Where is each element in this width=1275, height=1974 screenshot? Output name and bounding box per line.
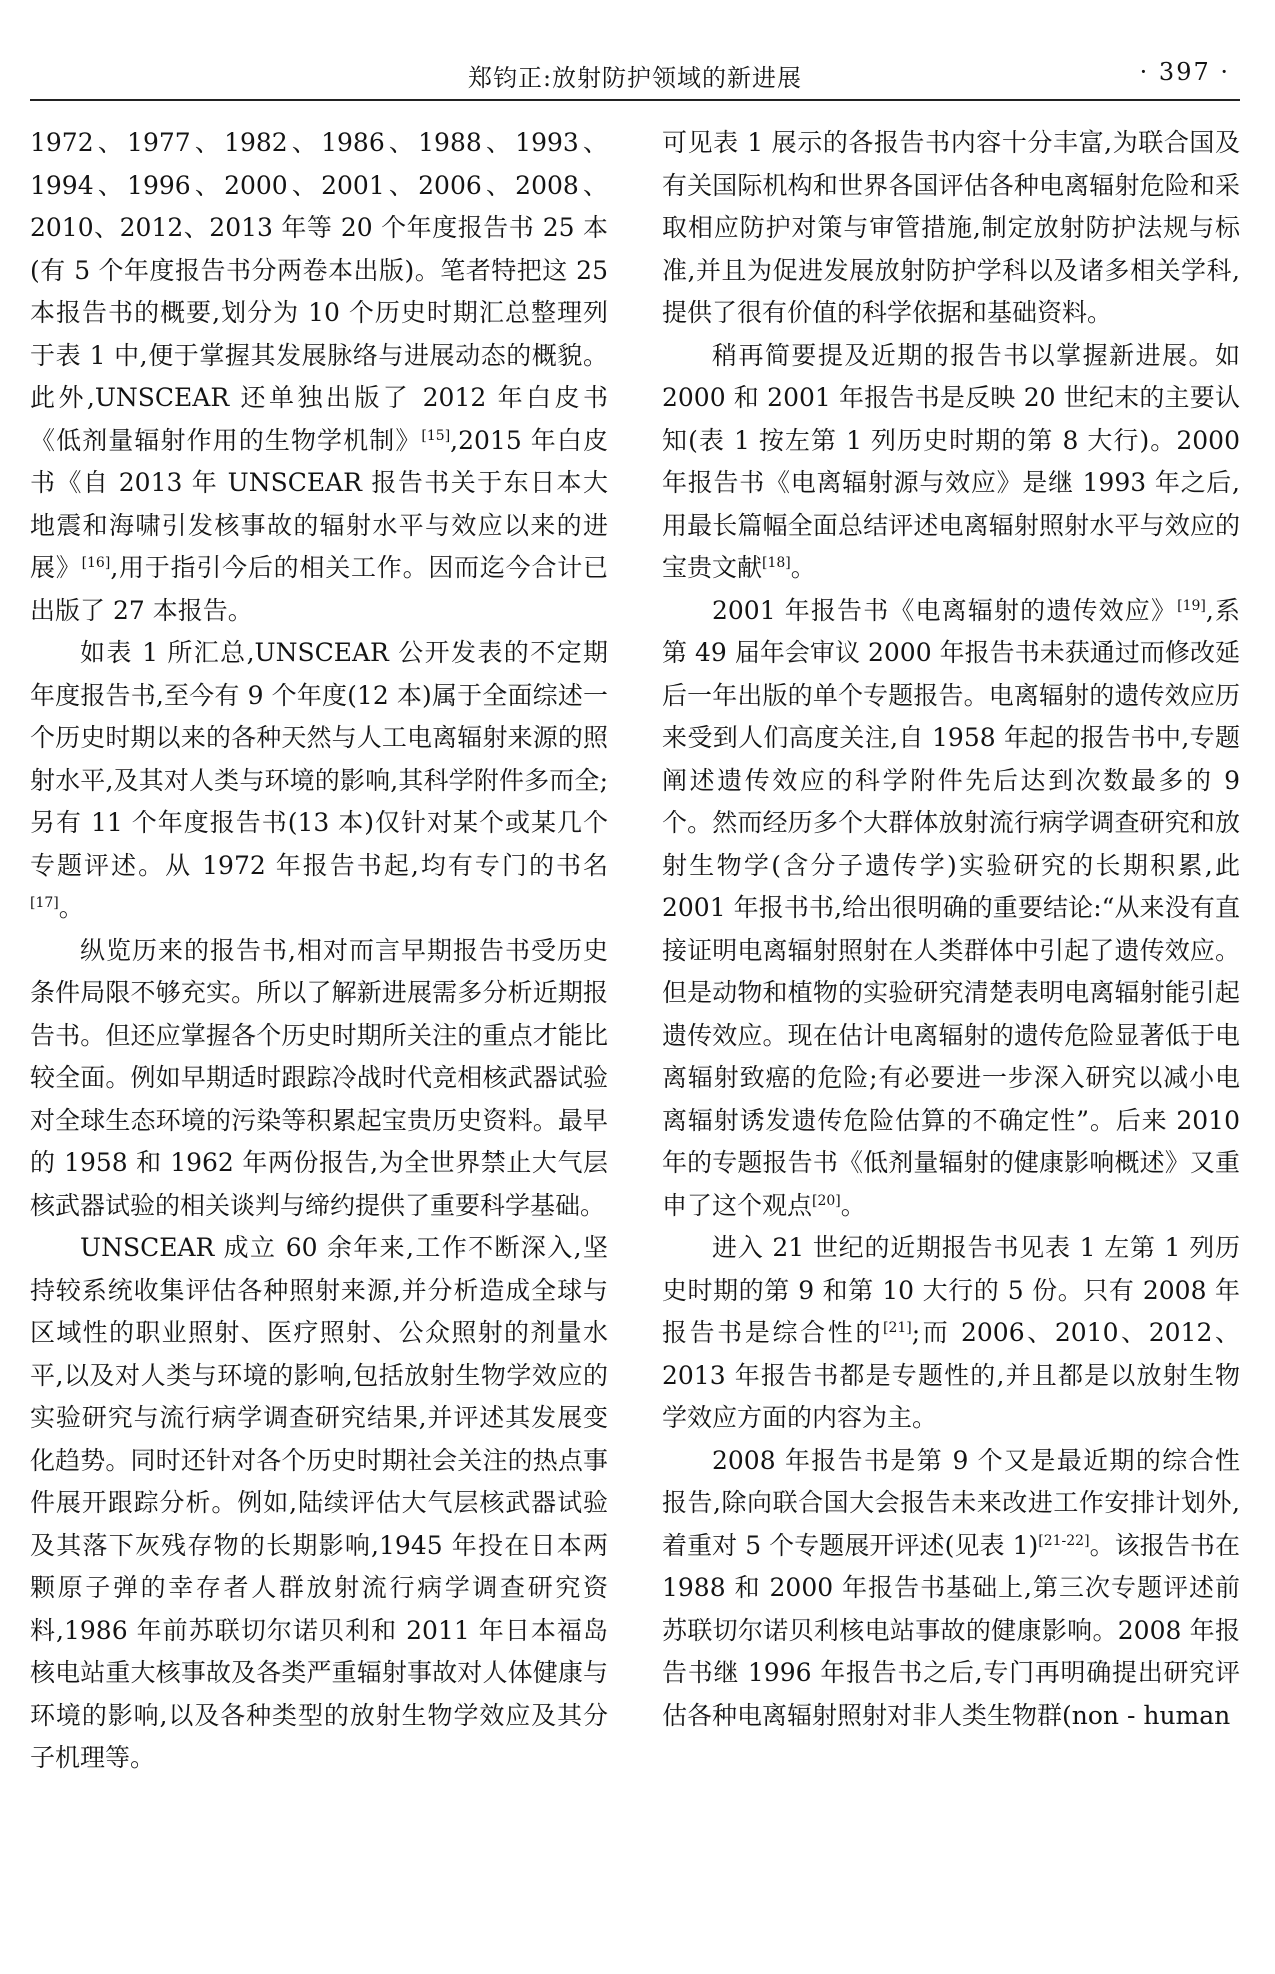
paragraph-text: ,用于指引今后的相关工作。因而迄今合计已出版了 27 本报告。 [30,553,608,625]
right-column [662,122,1240,1737]
page-number: · 397 · [1139,58,1230,86]
paragraph [662,335,1240,590]
citation-ref: [16] [81,555,111,571]
left-column [30,122,608,1780]
paragraph-text: UNSCEAR 成立 60 余年来,工作不断深入,坚持较系统收集评估各种照射来源,并分析造成全球与区域性的职业照射、医疗照射、公众照射的剂量水平,以及对人类与环境的影响,包括放射生物学效应的实验研究与流行病学调查研究结果,并评述其发展变化趋势。同时还针对各个历史时期社会关注的热点事件展开跟踪分析。例如,陆续评估大气层核武器试验及其落下灰残存物的长期影响,1945 年投在日本两颗原子弹的幸存者人群放射流行病学调查研究资料,1986 年前苏联切尔诺贝利和 2011 年日本福岛核电站重大核事故及各类严重辐射事故对人体健康与环境的影响,以及各种类型的放射生物学效应及其分子机理等。 [30,1233,608,1772]
paragraph-text: ,2015 年白皮书《自 2013 年 UNSCEAR 报告书关于东日本大地震和海啸引发核事故的辐射水平与效应以来的进展》 [30,425,608,582]
paragraph [662,590,1240,1228]
paragraph-text: 。 [790,553,816,582]
paragraph [662,1440,1240,1738]
header-rule [30,99,1240,101]
paragraph-text: 。该报告书在 1988 和 2000 年报告书基础上,第三次专题评述前苏联切尔诺贝利核电站事故的健康影响。2008 年报告书继 1996 年报告书之后,专门再明确提出研究评估各种电离辐射照射对非人类生物群(non - human [662,1530,1240,1730]
paragraph-text: ,系第 49 届年会审议 2000 年报告书未获通过而修改延后一年出版的单个专题报告。电离辐射的遗传效应历来受到人们高度关注,自 1958 年起的报告书中,专题阐述遗传效应的科学附件先后达到次数最多的 9 个。然而经历多个大群体放射流行病学调查研究和放射生物学(含分子遗传学)实验研究的长期积累,此 2001 年报书书,给出很明确的重要结论:“从来没有直接证明电离辐射照射在人类群体中引起了遗传效应。但是动物和植物的实验研究清楚表明电离辐射能引起遗传效应。现在估计电离辐射的遗传危险显著低于电离辐射致癌的危险;有必要进一步深入研究以减小电离辐射诱发遗传危险估算的不确定性”。后来 2010 年的专题报告书《低剂量辐射的健康影响概述》又重申了这个观点 [662,595,1240,1220]
paragraph [30,632,608,930]
citation-ref: [19] [1177,597,1206,614]
paragraph-text: ;而 2006、2010、2012、2013 年报告书都是专题性的,并且都是以放射生物学效应方面的内容为主。 [662,1318,1240,1432]
running-header [30,50,1240,100]
paragraph [30,930,608,1228]
citation-ref: [21] [883,1320,912,1336]
paragraph-text: 如表 1 所汇总,UNSCEAR 公开发表的不定期年度报告书,至今有 9 个年度(12 本)属于全面综述一个历史时期以来的各种天然与人工电离辐射来源的照射水平,及其对人类与环境的影响,其科学附件多而全;另有 11 个年度报告书(13 本)仅针对某个或某几个专题评述。从 1972 年报告书起,均有专门的书名 [30,638,608,880]
paragraph-text: 进入 21 世纪的近期报告书见表 1 左第 1 列历史时期的第 9 和第 10 大行的 5 份。只有 2008 年报告书是综合性的 [662,1233,1240,1347]
paragraph-text: 纵览历来的报告书,相对而言早期报告书受历史条件局限不够充实。所以了解新进展需多分析近期报告书。但还应掌握各个历史时期所关注的重点才能比较全面。例如早期适时跟踪冷战时代竞相核武器试验对全球生态环境的污染等积累起宝贵历史资料。最早的 1958 和 1962 年两份报告,为全世界禁止大气层核武器试验的相关谈判与缔约提供了重要科学基础。 [30,935,608,1220]
paragraph-text: 可见表 1 展示的各报告书内容十分丰富,为联合国及有关国际机构和世界各国评估各种电离辐射危险和采取相应防护对策与审管措施,制定放射防护法规与标准,并且为促进发展放射防护学科以及诸多相关学科,提供了很有价值的科学依据和基础资料。 [662,128,1240,327]
running-title: 郑钧正:放射防护领域的新进展 [467,64,803,92]
paragraph-text: 。 [58,893,84,922]
citation-ref: [15] [421,427,451,444]
paragraph-text: 。 [840,1190,866,1220]
paragraph [662,122,1240,335]
paragraph [30,1227,608,1780]
paragraph [30,122,608,632]
paragraph-text: 1972、1977、1982、1986、1988、1993、1994、1996、2000、2001、2006、2008、2010、2012、2013 年等 20 个年度报告书 25 本(有 5 个年度报告书分两卷本出版)。笔者特把这 25 本报告书的概要,划分为 10 个历史时期汇总整理列于表 1 中,便于掌握其发展脉络与进展动态的概貌。此外,UNSCEAR 还单独出版了 2012 年白皮书《低剂量辐射作用的生物学机制》 [30,128,608,455]
paragraph-text: 稍再简要提及近期的报告书以掌握新进展。如 2000 和 2001 年报告书是反映 20 世纪末的主要认知(表 1 按左第 1 列历史时期的第 8 大行)。2000 年报告书《电离辐射源与效应》是继 1993 年之后,用最长篇幅全面总结评述电离辐射照射水平与效应的宝贵文献 [662,340,1240,582]
citation-ref: [18] [762,555,791,571]
paragraph-text: 2001 年报告书《电离辐射的遗传效应》 [712,595,1178,625]
paragraph-text: 2008 年报告书是第 9 个又是最近期的综合性报告,除向联合国大会报告未来改进工作安排计划外,着重对 5 个专题展开评述(见表 1) [662,1445,1240,1560]
citation-ref: [20] [812,1192,841,1209]
citation-ref: [17] [30,895,59,911]
paragraph [662,1227,1240,1440]
citation-ref: [21-22] [1038,1532,1090,1549]
